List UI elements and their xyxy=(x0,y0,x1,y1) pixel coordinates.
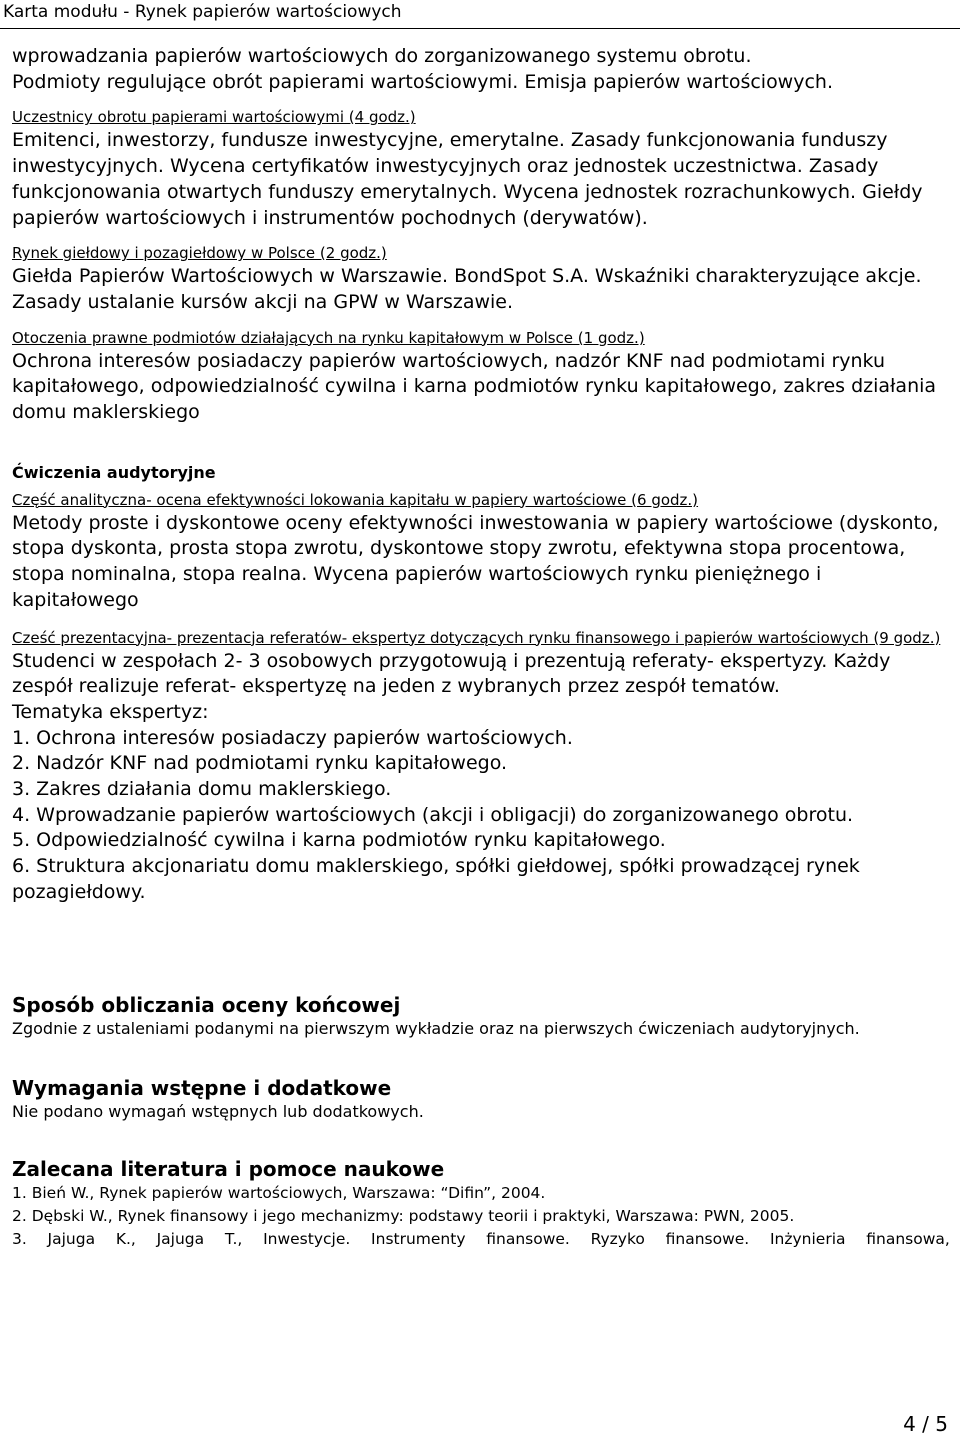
exercises-title: Ćwiczenia audytoryjne xyxy=(12,462,216,482)
requirements-title: Wymagania wstępne i dodatkowe xyxy=(12,1075,392,1100)
topic-heading-market: Rynek giełdowy i pozagiełdowy w Polsce (2 godz.) xyxy=(12,244,387,263)
exercises-part2-heading: Cześć prezentacyjna- prezentacja referatów- ekspertyz dotyczących rynku finansowego i papierów wartościowych (9 godz.) xyxy=(12,628,941,647)
topic-heading-legal: Otoczenia prawne podmiotów działających na rynku kapitałowym w Polsce (1 godz.) xyxy=(12,328,645,347)
document-content xyxy=(12,44,950,1251)
grading-title: Sposób obliczania oceny końcowej xyxy=(12,992,401,1017)
literature-title: Zalecana literatura i pomoce naukowe xyxy=(12,1156,445,1181)
topic-text-legal: Ochrona interesów posiadaczy papierów wartościowych, nadzór KNF nad podmiotami rynku kapitałowego, odpowiedzialność cywilna i karna podmiotów rynku kapitałowego, zakres działania domu maklerskiego xyxy=(12,349,937,424)
topic-text-participants: Emitenci, inwestorzy, fundusze inwestycyjne, emerytalne. Zasady funkcjonowania funduszy inwestycyjnych. Wycena certyfikatów inwestycyjnych oraz jednostek uczestnictwa. Zasady funkcjonowania otwartych funduszy emerytalnych. Wycena jednostek rozrachunkowych. Giełdy papierów wartościowych i instrumentów pochodnych (derywatów). xyxy=(12,129,923,229)
topic-heading-participants: Uczestnicy obrotu papierami wartościowymi (4 godz.) xyxy=(12,108,416,127)
page-number: 4 / 5 xyxy=(903,1412,948,1436)
expertise-topic-2: 2. Nadzór KNF nad podmiotami rynku kapitałowego. xyxy=(12,752,508,775)
literature-item-3-word: Inwestycje. xyxy=(263,1229,351,1248)
literature-item-3-word: finansowe. xyxy=(665,1229,750,1248)
exercises-part1-heading: Część analityczna- ocena efektywności lokowania kapitału w papiery wartościowe (6 godz.) xyxy=(12,490,699,509)
expertise-topic-5: 5. Odpowiedzialność cywilna i karna podmiotów rynku kapitałowego. xyxy=(12,829,666,852)
intro-line-1: wprowadzania papierów wartościowych do zorganizowanego systemu obrotu. xyxy=(12,45,752,67)
literature-item-3-word: finansowa, xyxy=(866,1229,950,1248)
literature-item-3-word: K., xyxy=(115,1229,136,1248)
literature-item-3-word: Jajuga xyxy=(156,1229,205,1248)
expertise-topic-3: 3. Zakres działania domu maklerskiego. xyxy=(12,778,392,801)
topic-text-market: Giełda Papierów Wartościowych w Warszawie. BondSpot S.A. Wskaźniki charakteryzujące akcje. Zasady ustalanie kursów akcji na GPW w Warszawie. xyxy=(12,265,922,313)
grading-text: Zgodnie z ustaleniami podanymi na pierwszym wykładzie oraz na pierwszych ćwiczeniach audytoryjnych. xyxy=(12,1018,860,1038)
page-header xyxy=(0,0,960,29)
literature-item-1: 1. Bień W., Rynek papierów wartościowych, Warszawa: “Difin”, 2004. xyxy=(12,1183,546,1202)
intro-line-2: Podmioty regulujące obrót papierami wartościowymi. Emisja papierów wartościowych. xyxy=(12,70,833,93)
header-title: Karta modułu - Rynek papierów wartościowych xyxy=(3,2,402,22)
literature-item-2: 2. Dębski W., Rynek finansowy i jego mechanizmy: podstawy teorii i praktyki, Warszawa: PWN, 2005. xyxy=(12,1206,795,1225)
literature-item-3-word: Ryzyko xyxy=(590,1229,645,1248)
exercises-part1-text: Metody proste i dyskontowe oceny efektywności inwestowania w papiery wartościowe (dyskonto, stopa dyskonta, prosta stopa zwrotu, dyskontowe stopy zwrotu, efektywna stopa procentowa, stopa nominalna, stopa realna. Wycena papierów wartościowych rynku pieniężnego i kapitałowego xyxy=(12,511,939,611)
exercises-part2-text: Studenci w zespołach 2- 3 osobowych przygotowują i prezentują referaty- ekspertyzy. Każdy zespół realizuje referat- ekspertyzę na jeden z wybranych przez zespół tematów. xyxy=(12,649,891,698)
literature-item-3 xyxy=(12,1228,950,1251)
literature-item-3-word: T., xyxy=(224,1229,243,1248)
expertise-topic-6: 6. Struktura akcjonariatu domu maklerskiego, spółki giełdowej, spółki prowadzącej rynek pozagiełdowy. xyxy=(12,855,860,903)
expertise-topic-1: 1. Ochrona interesów posiadaczy papierów wartościowych. xyxy=(12,726,573,749)
requirements-text: Nie podano wymagań wstępnych lub dodatkowych. xyxy=(12,1101,424,1121)
literature-item-3-word: Jajuga xyxy=(47,1229,96,1248)
literature-item-3-word: Instrumenty xyxy=(371,1229,466,1248)
expertise-topic-4: 4. Wprowadzanie papierów wartościowych (akcji i obligacji) do zorganizowanego obrotu. xyxy=(12,803,854,826)
literature-item-3-word: finansowe. xyxy=(486,1229,570,1248)
exercises-topics-title: Tematyka ekspertyz: xyxy=(12,700,209,723)
literature-item-3-word: 3. xyxy=(12,1229,27,1248)
literature-item-3-word: Inżynieria xyxy=(769,1229,846,1248)
